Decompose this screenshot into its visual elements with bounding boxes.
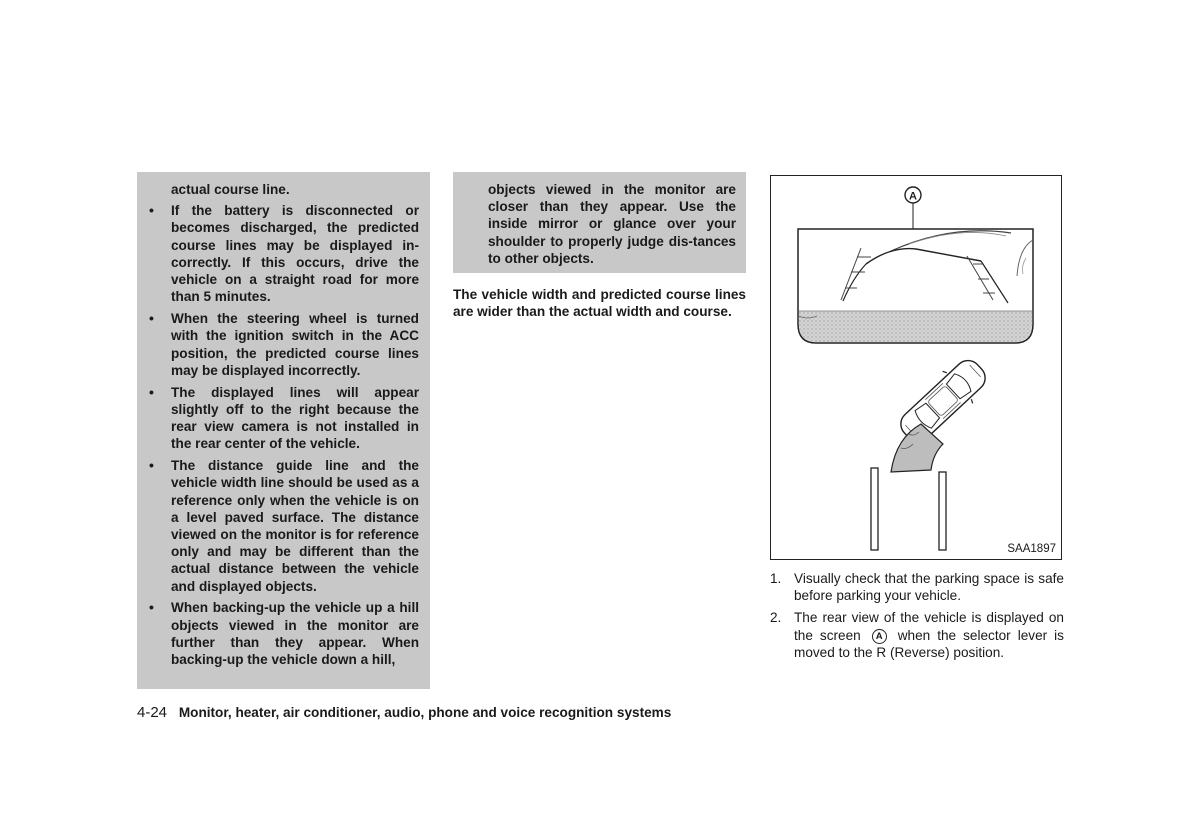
bullet-icon: • [149,457,154,474]
warning-bullet-list [149,202,419,668]
figure-code: SAA1897 [1007,543,1056,555]
screen-a-marker-icon: A [872,629,887,644]
callout-letter: A [909,190,917,203]
bullet-icon: • [149,599,154,616]
step-number: 1. [770,571,782,586]
step-item [770,570,1064,604]
warning-continuation: actual course line. [171,182,290,197]
warning-bullet-item [149,310,419,379]
step-number: 2. [770,610,782,626]
parking-lines-icon [871,468,946,550]
warning-bullet-item [149,457,419,595]
left-warning-text [149,181,419,673]
bullet-text: The displayed lines will appear slightly off to the right because the rear view camera is not installed in the rear center of the vehicle. [171,384,419,452]
step-item [770,609,1064,661]
step-text-after: when the selector lever is moved to the R (Reverse) position. [794,627,1064,660]
middle-warning-continuation: objects viewed in the monitor are closer than they appear. Use the inside mirror or glance over your shoulder to properly judge dis-tances to other objects. [488,182,736,266]
page-footer [137,704,671,721]
warning-bullet-item [149,384,419,453]
predicted-course-band-icon [891,424,943,472]
step-text: Visually check that the parking space is safe before parking your vehicle. [794,571,1064,604]
bullet-text: When the steering wheel is turned with the ignition switch in the ACC position, the predicted course lines may be displayed incorrectly. [171,311,419,378]
monitor-screen-icon [798,229,1033,343]
bullet-icon: • [149,202,154,219]
bullet-text: When backing-up the vehicle up a hill objects viewed in the monitor are further than they appear. When backing-up the vehicle down a hill, [171,600,419,668]
page-number: 4-24 [137,704,168,721]
bullet-icon: • [149,310,154,327]
instruction-steps [770,570,1064,666]
chapter-title: Monitor, heater, air conditioner, audio, phone and voice recognition systems [178,705,672,720]
warning-bullet-item [149,599,419,668]
vehicle-width-note: The vehicle width and predicted course lines are wider than the actual width and course. [453,287,746,320]
bullet-icon: • [149,383,154,400]
bullet-text: If the battery is disconnected or becomes discharged, the predicted course lines may be displayed in-correctly. If this occurs, drive the vehicle on a straight road for more than 5 minutes. [171,203,419,305]
rear-view-illustration [771,176,1063,561]
rear-view-camera-figure [770,175,1062,560]
bullet-text: The distance guide line and the vehicle width line should be used as a reference only when the vehicle is on a level paved surface. The distance viewed on the monitor is for reference only and may be different than the actual distance between the vehicle and displayed objects. [171,458,419,594]
warning-bullet-item [149,202,419,305]
step-text-before: The rear view of the vehicle is displayed on the screen [794,610,1064,643]
